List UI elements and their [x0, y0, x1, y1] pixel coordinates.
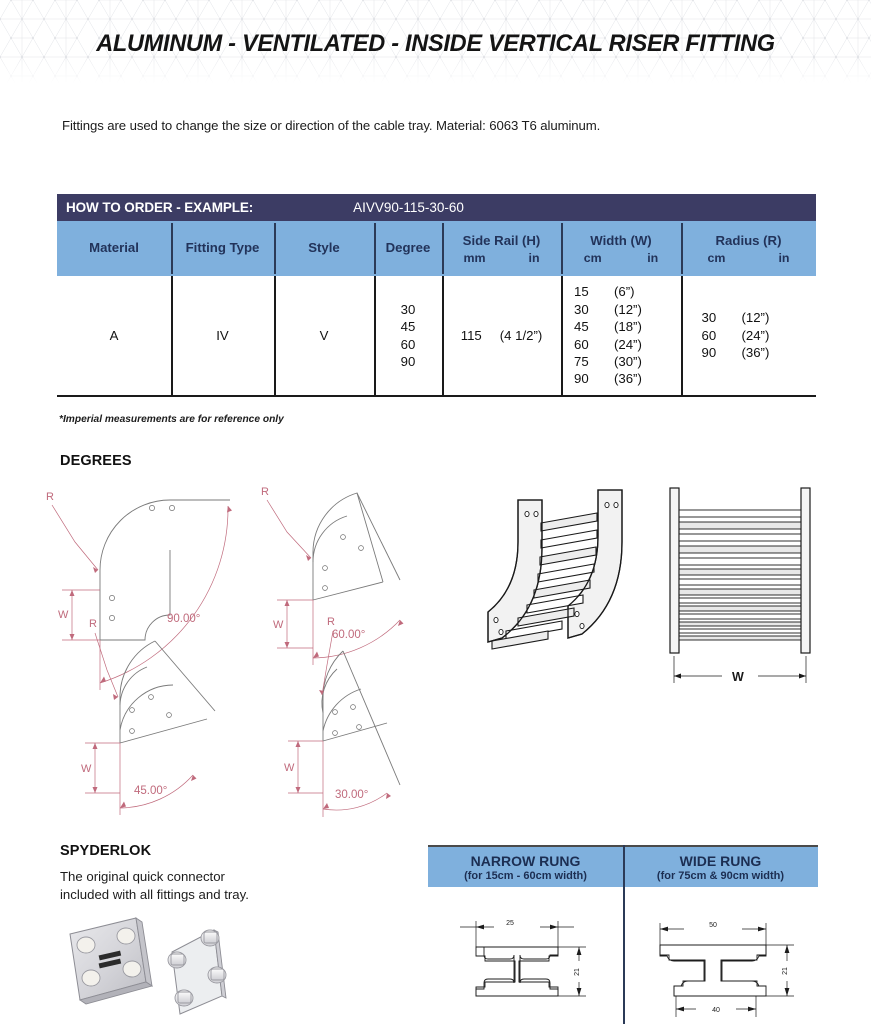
rung-comparison-table	[428, 845, 818, 1024]
column-header-radius: Radius (R) cm in	[681, 221, 816, 276]
spyderlok-connector-illustration	[58, 912, 278, 1024]
column-header-degree: Degree	[374, 221, 442, 276]
cell-radius: 30 (12”) 60 (24”) 90 (36”)	[681, 276, 816, 395]
spyderlok-description	[60, 868, 249, 904]
bolt-2	[168, 952, 186, 968]
spyderlok-heading: SPYDERLOK	[60, 843, 152, 859]
front-view-W-label: W	[732, 670, 744, 684]
diagram-60-degree	[261, 486, 404, 665]
angle-label-30: 30.00°	[335, 789, 369, 801]
column-header-style: Style	[274, 221, 374, 276]
angle-label-45: 45.00°	[134, 785, 168, 797]
cell-fitting-type: IV	[171, 276, 274, 395]
label-R-45: R	[89, 618, 97, 630]
page-title: ALUMINUM - VENTILATED - INSIDE VERTICAL RISER FITTING	[96, 30, 775, 57]
cell-material: A	[109, 328, 119, 343]
cell-side-rail-mm: 115	[460, 328, 482, 343]
label-R-60: R	[261, 486, 269, 498]
bolt-1	[201, 930, 219, 946]
column-header-material: Material	[89, 239, 139, 255]
wide-rung-top-width-dim: 50	[709, 922, 717, 929]
order-table-titlebar	[57, 194, 816, 221]
angle-label-90: 90.00°	[167, 613, 201, 625]
cell-style: V	[274, 276, 374, 395]
spyderlok-desc-line2: included with all fittings and tray.	[60, 887, 249, 903]
cell-side-rail-in: (4 1/2”)	[499, 328, 543, 343]
order-example-code: AIVV90-115-30-60	[353, 200, 464, 215]
order-table-title: HOW TO ORDER - EXAMPLE:	[66, 200, 254, 215]
cell-degree: 30 45 60 90	[374, 276, 442, 395]
subheader-width-in: in	[647, 250, 659, 265]
column-header-side-rail: Side Rail (H) mm in	[442, 221, 561, 276]
narrow-rung-height-dim: 21	[574, 968, 581, 976]
page-header	[0, 0, 871, 88]
front-elevation-drawing	[670, 488, 810, 684]
rung-header-narrow: NARROW RUNG (for 15cm - 60cm width)	[464, 852, 587, 882]
diagram-45-degree	[81, 618, 215, 815]
spyderlok-desc-line1: The original quick connector	[60, 869, 225, 884]
order-table-footnote: *Imperial measurements are for reference only	[59, 414, 284, 425]
bolt-3	[208, 967, 226, 983]
bolt-4	[175, 990, 193, 1006]
isometric-riser-drawing	[488, 490, 622, 649]
spyderlok-plate-back	[168, 930, 226, 1014]
degrees-diagram-area	[0, 470, 871, 830]
angle-label-60: 60.00°	[332, 629, 366, 641]
diagram-90-degree	[46, 491, 232, 690]
subheader-radius-in: in	[778, 250, 790, 265]
subheader-siderail-mm: mm	[463, 250, 486, 265]
column-header-width: Width (W) cm in	[561, 221, 681, 276]
label-R-90: R	[46, 491, 54, 503]
spyderlok-plate-front	[70, 918, 152, 1004]
label-R-30: R	[327, 616, 335, 628]
subheader-siderail-in: in	[528, 250, 540, 265]
subheader-width-cm: cm	[583, 250, 602, 265]
header-fade	[0, 58, 871, 88]
rung-header-wide: WIDE RUNG (for 75cm & 90cm width)	[623, 847, 818, 887]
rung-profile-figures	[428, 887, 818, 1024]
label-W-90: W	[58, 609, 69, 621]
rung-table-header	[428, 845, 818, 887]
intro-description: Fittings are used to change the size or direction of the cable tray. Material: 6063 T6 aluminum.	[62, 118, 601, 133]
wide-rung-height-dim: 21	[782, 967, 789, 975]
degrees-heading: DEGREES	[60, 453, 132, 469]
cell-side-rail	[442, 276, 561, 395]
how-to-order-table	[57, 194, 816, 397]
order-table-header-row	[57, 221, 816, 276]
cell-width: 15 (6”) 30 (12”) 45 (18”) 60 (24”) 75 (30”) 90 (36”)	[561, 276, 681, 395]
label-W-30: W	[284, 762, 295, 774]
wide-rung-bottom-width-dim: 40	[712, 1007, 720, 1014]
degrees-drawings	[0, 470, 871, 830]
label-W-45: W	[81, 763, 92, 775]
subheader-radius-cm: cm	[707, 250, 726, 265]
column-header-fitting-type: Fitting Type	[171, 221, 274, 276]
wide-rung-profile	[638, 899, 818, 1019]
narrow-rung-profile	[446, 899, 621, 1019]
order-table-value-row	[57, 276, 816, 397]
narrow-rung-width-dim: 25	[506, 920, 514, 927]
label-W-60: W	[273, 619, 284, 631]
diagram-30-degree	[284, 616, 400, 817]
